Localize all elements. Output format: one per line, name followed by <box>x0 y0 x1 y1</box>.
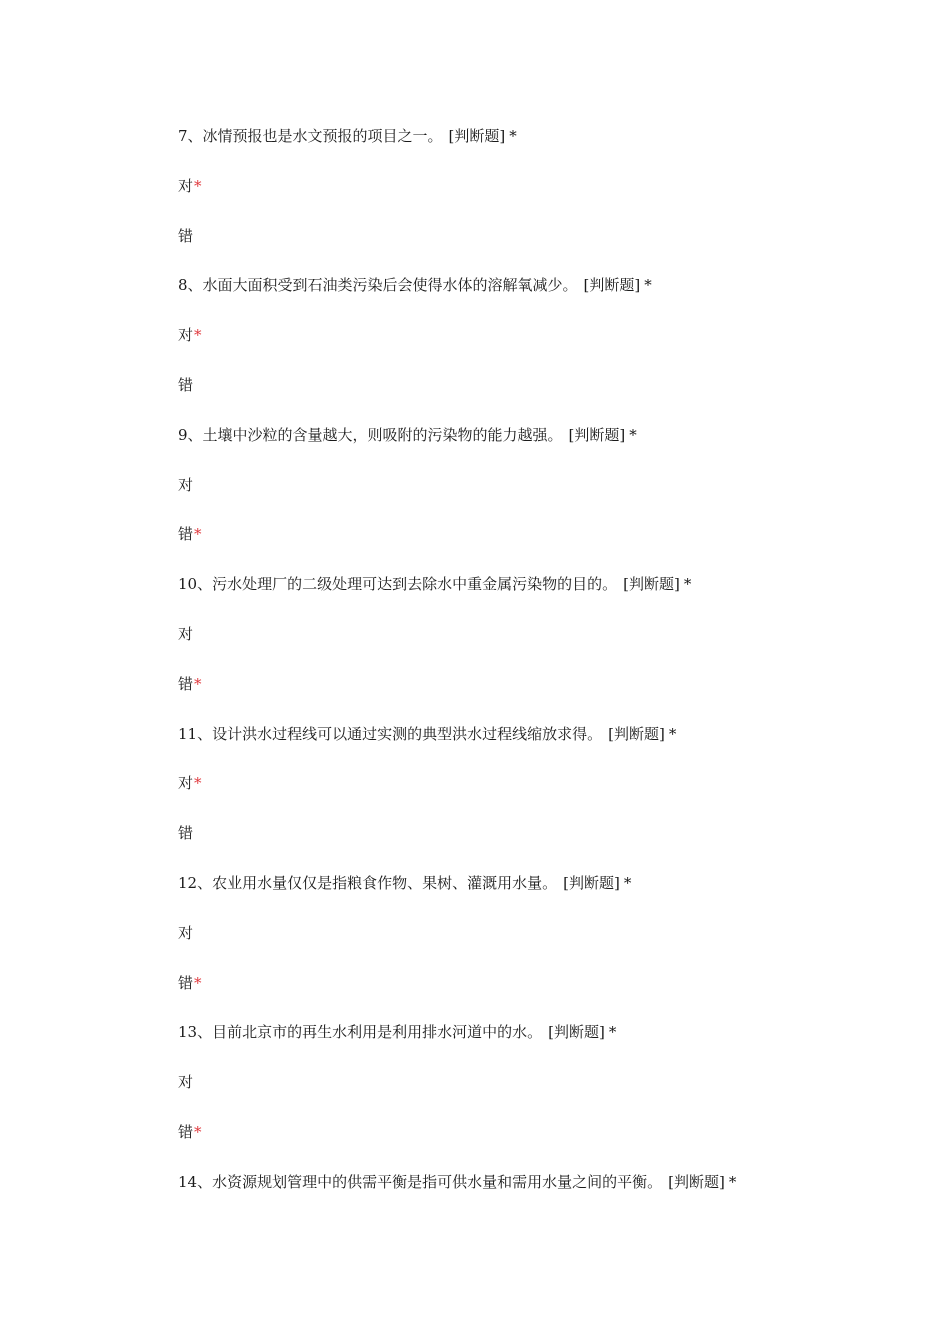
option-false[interactable] <box>178 971 918 995</box>
required-asterisk: * <box>683 575 692 594</box>
option-label: 错 <box>178 1122 194 1141</box>
option-false[interactable] <box>178 821 918 845</box>
required-asterisk: * <box>629 425 637 444</box>
answer-mark: * <box>194 326 202 345</box>
required-asterisk: * <box>668 724 677 743</box>
option-label: 错 <box>178 824 194 843</box>
question-text: 8、水面大面积受到石油类污染后会使得水体的溶解氧减少。 <box>178 276 578 295</box>
answer-mark: * <box>194 1122 202 1141</box>
question-type-tag: [判断题] <box>448 127 506 145</box>
question-stem <box>178 124 918 148</box>
question-text: 13、目前北京市的再生水利用是利用排水河道中的水。 <box>178 1023 543 1042</box>
option-label: 对 <box>178 326 194 345</box>
option-label: 错 <box>178 375 194 394</box>
question-block <box>178 423 918 547</box>
question-block <box>178 722 918 846</box>
question-stem <box>178 572 918 596</box>
option-false[interactable] <box>178 522 918 546</box>
question-type-tag: [判断题] <box>583 276 641 295</box>
answer-mark: * <box>194 674 202 693</box>
option-true[interactable] <box>178 323 918 347</box>
question-type-tag: [判断题] <box>668 1172 725 1191</box>
option-true[interactable] <box>178 771 918 795</box>
question-block <box>178 1020 918 1144</box>
question-text: 7、冰情预报也是水文预报的项目之一。 <box>178 127 443 145</box>
required-asterisk: * <box>623 873 632 892</box>
question-block <box>178 871 918 995</box>
option-true[interactable] <box>178 1070 918 1094</box>
option-label: 对 <box>178 176 194 195</box>
question-type-tag: [判断题] <box>563 873 620 892</box>
required-asterisk: * <box>644 276 652 295</box>
question-stem <box>178 1170 918 1194</box>
question-stem <box>178 1020 918 1044</box>
option-false[interactable] <box>178 224 918 248</box>
question-block <box>178 273 918 397</box>
required-asterisk: * <box>509 127 517 145</box>
question-text: 14、水资源规划管理中的供需平衡是指可供水量和需用水量之间的平衡。 <box>178 1172 663 1191</box>
question-block <box>178 1170 918 1194</box>
option-label: 错 <box>178 973 194 992</box>
option-label: 对 <box>178 923 194 942</box>
question-type-tag: [判断题] <box>568 425 626 444</box>
question-stem <box>178 722 918 746</box>
required-asterisk: * <box>728 1172 737 1191</box>
option-label: 错 <box>178 226 194 245</box>
answer-mark: * <box>194 525 202 544</box>
option-label: 对 <box>178 774 194 793</box>
question-text: 10、污水处理厂的二级处理可达到去除水中重金属污染物的目的。 <box>178 575 618 594</box>
question-text: 12、农业用水量仅仅是指粮食作物、果树、灌溉用水量。 <box>178 873 558 892</box>
option-false[interactable] <box>178 672 918 696</box>
question-type-tag: [判断题] <box>548 1023 605 1042</box>
question-type-tag: [判断题] <box>608 724 665 743</box>
question-text: 11、设计洪水过程线可以通过实测的典型洪水过程线缩放求得。 <box>178 724 603 743</box>
answer-mark: * <box>194 176 202 195</box>
option-label: 错 <box>178 525 194 544</box>
option-true[interactable] <box>178 921 918 945</box>
answer-mark: * <box>194 774 202 793</box>
option-true[interactable] <box>178 174 918 198</box>
option-label: 错 <box>178 674 194 693</box>
question-type-tag: [判断题] <box>623 575 680 594</box>
option-false[interactable] <box>178 373 918 397</box>
option-label: 对 <box>178 475 194 494</box>
question-list <box>178 124 918 1220</box>
option-label: 对 <box>178 624 194 643</box>
option-true[interactable] <box>178 473 918 497</box>
question-stem <box>178 423 918 447</box>
required-asterisk: * <box>608 1023 617 1042</box>
question-stem <box>178 273 918 297</box>
question-text: 9、土壤中沙粒的含量越大，则吸附的污染物的能力越强。 <box>178 425 563 444</box>
question-block <box>178 124 918 248</box>
question-block <box>178 572 918 696</box>
answer-mark: * <box>194 973 202 992</box>
option-true[interactable] <box>178 622 918 646</box>
option-label: 对 <box>178 1073 194 1092</box>
question-stem <box>178 871 918 895</box>
option-false[interactable] <box>178 1120 918 1144</box>
